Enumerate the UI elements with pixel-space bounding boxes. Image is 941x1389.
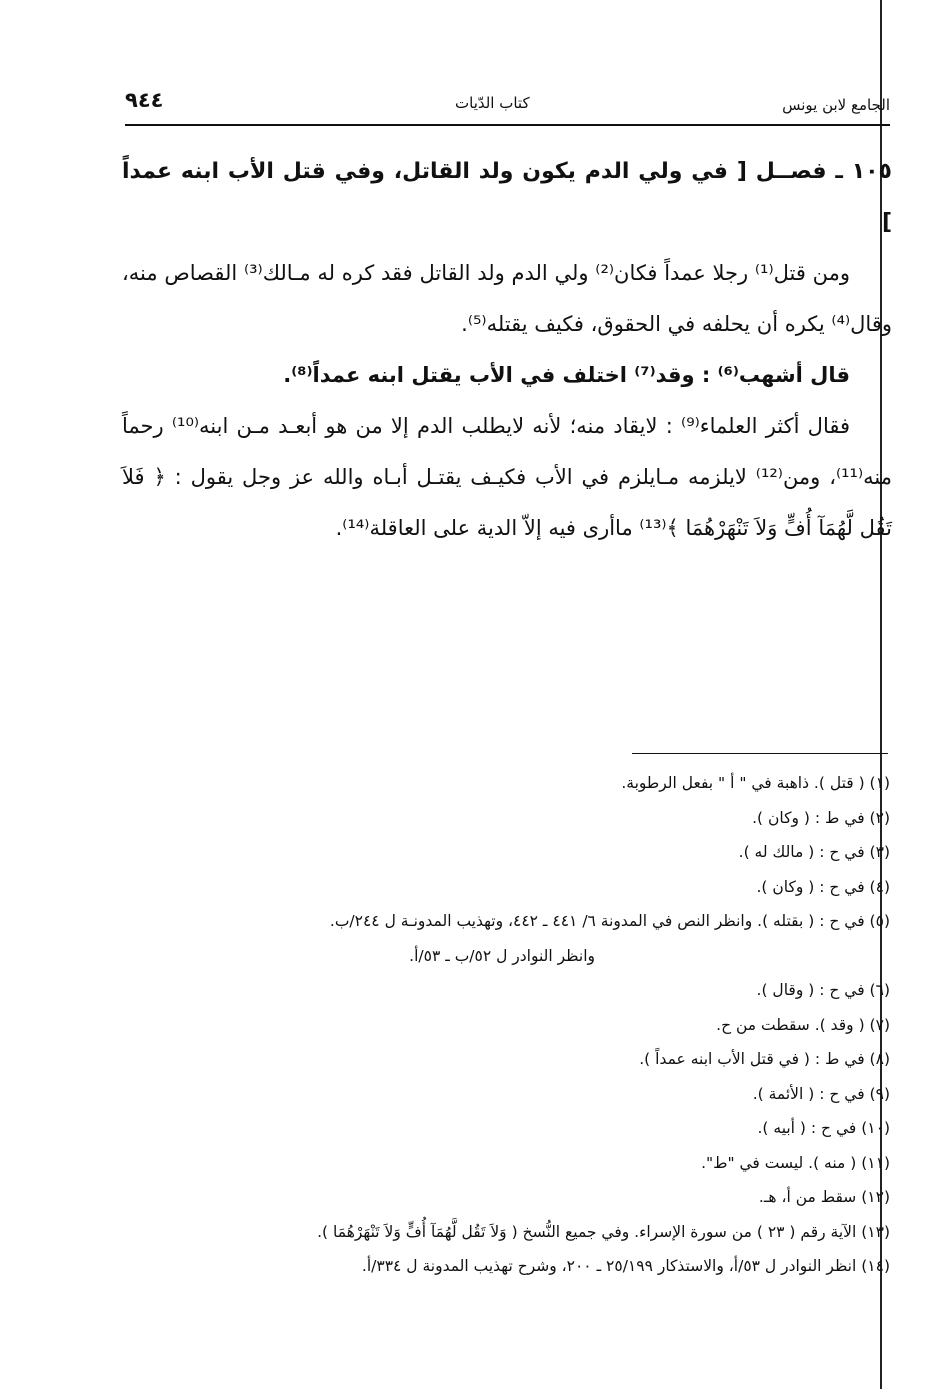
footnote-5-continued: وانظر النوادر ل ٥٢/ب ـ ٥٣/أ. <box>409 946 595 965</box>
page-number: ٩٤٤ <box>125 88 164 112</box>
paragraph-1: ومن قتل⁽¹⁾ رجلا عمداً فكان⁽²⁾ ولي الدم ولد القاتل فقد كره له مـالك⁽³⁾ القصاص منه، وقال⁽⁴⁾ يكره أن يحلفه في الحقوق، فكيف يقتله⁽⁵⁾. <box>122 261 892 336</box>
footnote-6: (٦) في ح : ( وقال ). <box>756 981 890 999</box>
footnotes <box>110 766 890 1284</box>
footnote-3: (٣) في ح : ( مالك له ). <box>738 843 890 861</box>
footnote-5: (٥) في ح : ( بقتله ). وانظر النص في المدونة ٦/ ٤٤١ ـ ٤٤٢، وتهذيب المدونـة ل ٢٤٤/ب. <box>329 912 890 930</box>
footnote-10: (١٠) في ح : ( أبيه ). <box>757 1119 890 1137</box>
footnote-14: (١٤) انظر النوادر ل ٥٣/أ، والاستذكار ٢٥/١٩٩ ـ ٢٠٠، وشرح تهذيب المدونة ل ٣٣٤/أ. <box>361 1257 890 1275</box>
footnote-8: (٨) في ط : ( في قتل الأب ابنه عمداً ). <box>639 1050 890 1068</box>
footnote-7: (٧) ( وقد ). سقطت من ح. <box>716 1015 890 1034</box>
footnote-12: (١٢) سقط من أ، هـ. <box>758 1188 890 1206</box>
footnote-9: (٩) في ح : ( الأئمة ). <box>752 1084 890 1103</box>
footnote-rule <box>632 753 888 754</box>
footnote-1: (١) ( قتل ). ذاهبة في " أ " بفعل الرطوبة. <box>621 774 890 792</box>
main-text <box>122 146 892 554</box>
running-header <box>125 88 890 118</box>
header-chapter-title: كتاب الدّيات <box>455 94 530 112</box>
header-book-title: الجامع لابن يونس <box>782 96 890 114</box>
paragraph-2: قال أشهب⁽⁶⁾ : وقد⁽⁷⁾ اختلف في الأب يقتل ابنه عمداً⁽⁸⁾. <box>283 363 850 387</box>
header-rule <box>125 124 890 126</box>
section-heading: ١٠٥ ـ فصــل [ في ولي الدم يكون ولد القاتل، وفي قتل الأب ابنه عمداً ] <box>122 159 892 235</box>
footnote-13: (١٣) الآية رقم ( ٢٣ ) من سورة الإسراء. وفي جميع النُّسخ ( وَلاَ تَقُل لَّهُمَآ أُفٍّ وَلاَ تَنْهَرْهُمَا ). <box>317 1222 890 1241</box>
footnote-11: (١١) ( منه ). ليست في "ط". <box>701 1153 890 1172</box>
paragraph-3: فقال أكثر العلماء⁽⁹⁾ : لايقاد منه؛ لأنه لايطلب الدم إلا من هو أبعـد مـن ابنه⁽¹⁰⁾ رحماً منه⁽¹¹⁾، ومن⁽¹²⁾ لايلزمه مـايلزم في الأب فكيـف يقتـل أبـاه والله عز وجل يقول : ﴿ فَلاَ تَقُل لَّهُمَآ أُفٍّ وَلاَ تَنْهَرْهُمَا ﴾⁽¹³⁾ ماأرى فيه إلاّ الدية على العاقلة⁽¹⁴⁾. <box>122 414 892 540</box>
footnote-4: (٤) في ح : ( وكان ). <box>756 877 890 896</box>
footnote-2: (٢) في ط : ( وكان ). <box>752 808 890 827</box>
